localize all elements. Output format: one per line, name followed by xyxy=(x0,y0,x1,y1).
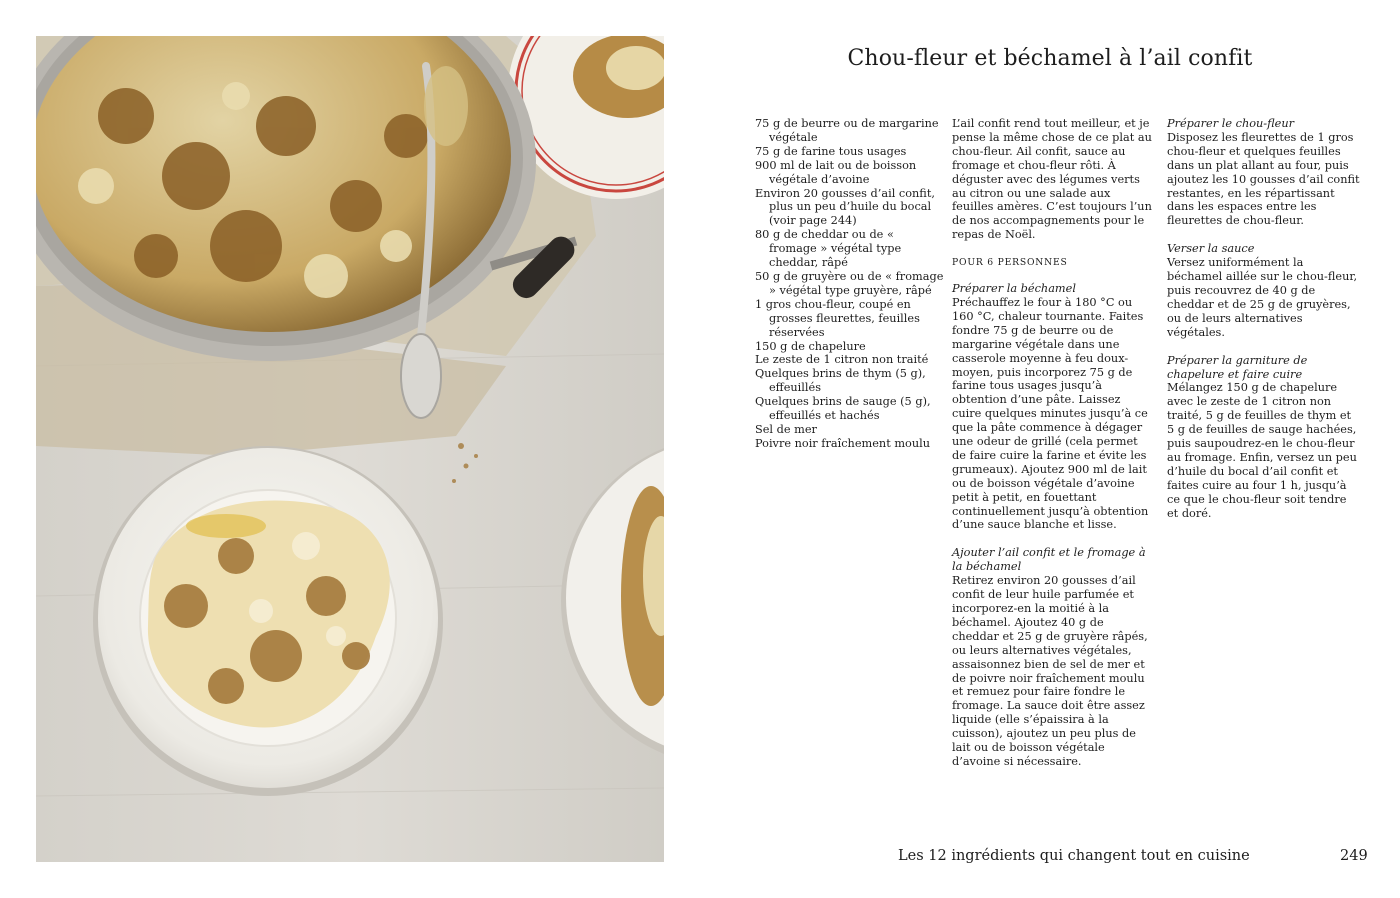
method-column-2 xyxy=(1167,117,1360,534)
ingredient-item: Environ 20 gousses d’ail confit, plus un peu d’huile du bocal (voir page 244) xyxy=(755,186,935,228)
method-column-1 xyxy=(952,117,1152,783)
ingredient-item: 50 g de gruyère ou de « fromage » végétal type gruyère, râpé xyxy=(755,269,944,297)
step-title: Préparer le chou-fleur xyxy=(1167,117,1295,130)
servings-label: POUR 6 PERSONNES xyxy=(952,257,1068,269)
ingredient-item: 1 gros chou-fleur, coupé en grosses fleurettes, feuilles réservées xyxy=(755,297,920,339)
ingredient-item: Poivre noir fraîchement moulu xyxy=(755,436,930,450)
page-number: 249 xyxy=(1340,848,1368,864)
step-text: Retirez environ 20 gousses d’ail confit de leur huile parfumée et incorporez-en la moitié à la béchamel. Ajoutez 40 g de cheddar et 25 g de gruyère râpés, ou leurs alternatives végétales, assaisonnez bien de sel de mer et de poivre noir fraîchement moulu et remuez pour faire fondre le fromage. La sauce doit être assez liquide (elle s’épaissira à la cuisson), ajoutez un peu plus de lait ou de boisson végétale d’avoine si nécessaire. xyxy=(952,574,1148,768)
ingredient-item: 75 g de farine tous usages xyxy=(755,144,907,158)
step-title: Ajouter l’ail confit et le fromage à la béchamel xyxy=(952,546,1146,574)
ingredient-item: Quelques brins de sauge (5 g), effeuillés et hachés xyxy=(755,395,931,423)
recipe-title: Chou-fleur et béchamel à l’ail confit xyxy=(847,46,1253,71)
ingredient-item: 80 g de cheddar ou de « fromage » végétal type cheddar, râpé xyxy=(755,228,902,270)
ingredient-item: 900 ml de lait ou de boisson végétale d’avoine xyxy=(755,158,917,186)
ingredients-column xyxy=(755,117,945,451)
serving-plate-main xyxy=(93,446,443,796)
food-illustration xyxy=(36,36,664,862)
ingredient-item: Quelques brins de thym (5 g), effeuillés xyxy=(755,367,926,395)
step-text: Préchauffez le four à 180 °C ou 160 °C, chaleur tournante. Faites fondre 75 g de beurre ou de margarine végétale dans une casserole moyenne à feu doux-moyen, puis incorporez 75 g de farine tous usages jusqu’à obtention d’une pâte. Laissez cuire quelques minutes jusqu’à ce que la pâte commence à dégager une odeur de grillé (cela permet de faire cuire la farine et évite les grumeaux). Ajoutez 900 ml de lait ou de boisson végétale d’avoine petit à petit, en fouettant continuellement jusqu’à obtention d’une sauce blanche et lisse. xyxy=(952,295,1149,532)
ingredient-item: 75 g de beurre ou de margarine végétale xyxy=(755,117,939,144)
recipe-photo xyxy=(36,36,664,862)
step-title: Préparer la béchamel xyxy=(952,282,1076,296)
step-text: Versez uniformément la béchamel aillée sur le chou-fleur, puis recouvrez de 40 g de cheddar et de 25 g de gruyères, ou de leurs alternatives végétales. xyxy=(1167,256,1358,339)
step-title: Verser la sauce xyxy=(1167,242,1255,256)
step-title: Préparer la garniture de chapelure et faire cuire xyxy=(1167,353,1308,381)
step-text: Mélangez 150 g de chapelure avec le zeste de 1 citron non traité, 5 g de feuilles de thym et 5 g de feuilles de sauge hachées, puis saupoudrez-en le chou-fleur au fromage. Enfin, versez un peu d’huile du bocal d’ail confit et faites cuire au four 1 h, jusqu’à ce que le chou-fleur soit tendre et doré. xyxy=(1167,381,1357,520)
step-text: Disposez les fleurettes de 1 gros chou-fleur et quelques feuilles dans un plat allant au four, puis ajoutez les 10 gousses d’ail confit restantes, en les répartissant dans les espaces entre les fleurettes de chou-fleur. xyxy=(1167,130,1360,228)
recipe-intro: L’ail confit rend tout meilleur, et je pense la même chose de ce plat au chou-fleur. Ail confit, sauce au fromage et chou-fleur rôti. À déguster avec des légumes verts au citron ou une salade aux feuilles amères. C’est toujours l’un de nos accompagnements pour le repas de Noël. xyxy=(952,117,1152,242)
running-footer-book-title: Les 12 ingrédients qui changent tout en cuisine xyxy=(898,848,1250,864)
ingredient-item: Le zeste de 1 citron non traité xyxy=(755,353,929,367)
ingredient-item: Sel de mer xyxy=(755,422,817,436)
ingredient-item: 150 g de chapelure xyxy=(755,339,866,353)
ingredient-list xyxy=(755,117,945,451)
